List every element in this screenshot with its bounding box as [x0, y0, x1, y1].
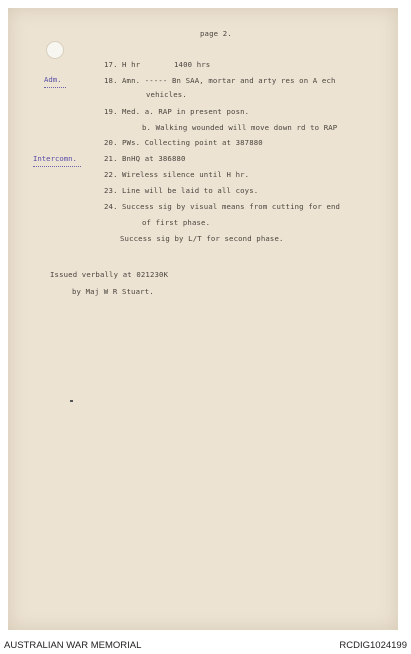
archive-footer	[0, 636, 411, 654]
issued-line: Issued verbally at 021230K	[50, 270, 169, 279]
item-number: 24.	[104, 202, 118, 211]
margin-underline	[33, 166, 81, 167]
item-number: 22.	[104, 170, 118, 179]
item-text: Amn. ----- Bn SAA, mortar and arty res on A ech	[122, 76, 336, 85]
margin-note-adm: Adm.	[44, 75, 62, 84]
item-text: PWs. Collecting point at 387880	[122, 138, 263, 147]
margin-note-intercomm: Intercomn.	[33, 154, 77, 163]
item-number: 20.	[104, 138, 118, 147]
item-text: 1400 hrs	[174, 60, 211, 69]
punch-hole	[46, 41, 64, 59]
item-text: BnHQ at 386880	[122, 154, 186, 163]
item-text: H hr	[122, 60, 141, 69]
item-text: Wireless silence until H hr.	[122, 170, 250, 179]
item-text: b. Walking wounded will move down rd to RAP	[142, 123, 338, 132]
document-page	[8, 8, 398, 630]
item-text: of first phase.	[142, 218, 211, 227]
item-text: Success sig by L/T for second phase.	[120, 234, 284, 243]
item-number: 21.	[104, 154, 118, 163]
margin-underline	[44, 87, 66, 88]
item-number: 23.	[104, 186, 118, 195]
item-text: Line will be laid to all coys.	[122, 186, 259, 195]
item-number: 17.	[104, 60, 118, 69]
item-number: 18.	[104, 76, 118, 85]
page-number: page 2.	[200, 29, 232, 38]
footer-institution: AUSTRALIAN WAR MEMORIAL	[4, 640, 142, 651]
item-text: vehicles.	[146, 90, 187, 99]
ink-speck	[70, 400, 73, 402]
issued-by-line: by Maj W R Stuart.	[72, 287, 154, 296]
footer-record-id: RCDIG1024199	[339, 640, 407, 651]
item-text: Med. a. RAP in present posn.	[122, 107, 250, 116]
item-number: 19.	[104, 107, 118, 116]
item-text: Success sig by visual means from cutting for end	[122, 202, 341, 211]
